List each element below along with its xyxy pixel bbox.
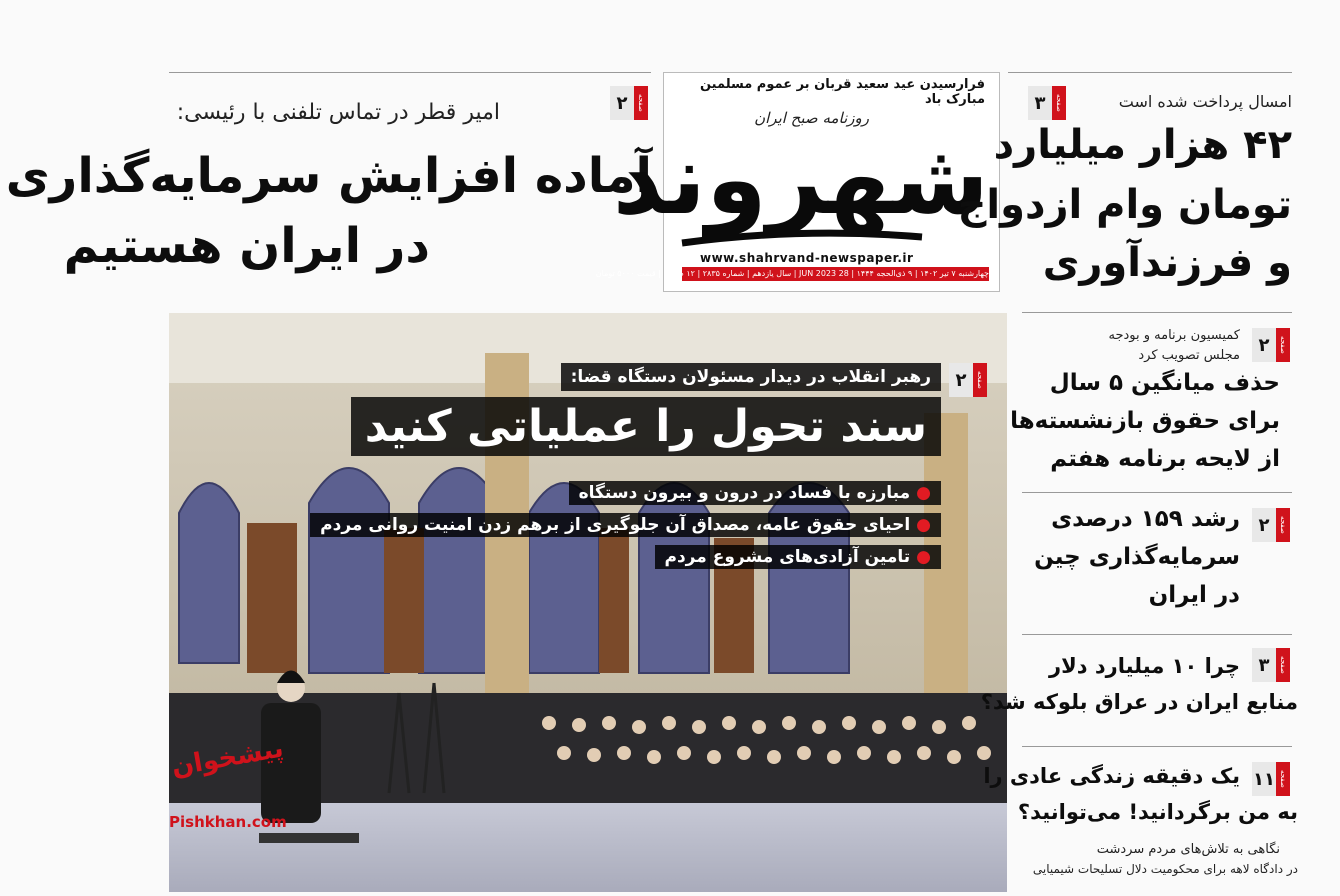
page-label: صفحه: [1052, 86, 1066, 120]
page-tag: [1028, 86, 1066, 120]
sidebar-subline: نگاهی به تلاش‌های مردم سردشت: [1096, 842, 1280, 857]
page-tag: [1252, 648, 1290, 682]
masthead-subtitle: روزنامه صبح ایران: [754, 109, 869, 127]
main-bullet-text: احیای حقوق عامه، مصداق آن جلوگیری از برهم زدن امنیت روانی مردم: [320, 515, 911, 535]
sidebar-kicker: مجلس تصویب کرد: [1138, 348, 1240, 363]
sidebar-headline-line: برای حقوق بازنشسته‌ها: [1010, 408, 1280, 434]
page-number: ۲: [610, 86, 634, 120]
masthead: [595, 72, 1000, 292]
main-bullet: ●احیای حقوق عامه، مصداق آن جلوگیری از برهم زدن امنیت روانی مردم: [310, 513, 941, 537]
main-bullet-text: تامین آزادی‌های مشروع مردم: [664, 547, 911, 567]
watermark-brand: پیشخوان: [169, 733, 286, 783]
page-number: ۲: [1252, 328, 1276, 362]
page-tag: [610, 86, 648, 120]
sidebar-headline-line: سرمایه‌گذاری چین: [1034, 544, 1240, 570]
sidebar-headline-line: حذف میانگین ۵ سال: [1049, 370, 1280, 396]
top-rule-left: [169, 72, 651, 73]
page-label: صفحه: [1276, 508, 1290, 542]
page-label: صفحه: [1276, 648, 1290, 682]
top-rule-right: [1008, 72, 1292, 73]
page-tag: [1252, 762, 1290, 796]
page-number: ۱۱: [1252, 762, 1276, 796]
watermark-url: Pishkhan.com: [169, 813, 287, 831]
main-headline: سند تحول را عملیاتی کنید: [351, 397, 941, 456]
masthead-date-bar: چهارشنبه ۷ تیر ۱۴۰۲ | ۹ ذی‌الحجه ۱۴۴۴ | 28 JUN 2023 | سال یازدهم | شماره ۲۸۳۵ | ۱۲ صفحه | قیمت ۵۰۰۰ تومان: [682, 267, 989, 281]
sidebar-rule: [1022, 746, 1292, 747]
page-label: صفحه: [973, 363, 987, 397]
main-bullet-text: مبارزه با فساد در درون و بیرون دستگاه: [578, 483, 911, 503]
main-photo: [169, 313, 1007, 892]
right-top-headline-2: تومان وام ازدواج: [957, 182, 1292, 228]
logo-swash: [682, 223, 922, 249]
page-label: صفحه: [1276, 762, 1290, 796]
right-top-headline-3: و فرزندآوری: [1042, 240, 1292, 286]
sidebar-headline-line: یک دقیقه زندگی عادی را: [983, 764, 1240, 788]
left-top-headline-1: آماده افزایش سرمایه‌گذاری: [5, 148, 652, 204]
masthead-slogan: فرارسیدن عید سعید قربان بر عموم مسلمین مبارک باد: [699, 77, 985, 107]
page-number: ۳: [1028, 86, 1052, 120]
sidebar-headline-line: چرا ۱۰ میلیارد دلار: [1049, 654, 1240, 678]
sidebar-subline: در دادگاه لاهه برای محکومیت دلال تسلیحات شیمیایی: [1032, 862, 1298, 876]
page-tag: [949, 363, 987, 397]
page-tag: [1252, 328, 1290, 362]
right-top-kicker: امسال پرداخت شده است: [1118, 92, 1292, 111]
page-tag: [1252, 508, 1290, 542]
left-top-headline-2: در ایران هستیم: [63, 218, 430, 274]
page-number: ۲: [949, 363, 973, 397]
left-top-kicker: امیر قطر در تماس تلفنی با رئیسی:: [176, 100, 500, 125]
sidebar-headline-line: رشد ۱۵۹ درصدی: [1051, 506, 1240, 532]
sidebar-rule: [1022, 634, 1292, 635]
sidebar-headline-line: منابع ایران در عراق بلوکه شد؟: [980, 690, 1298, 714]
main-kicker: رهبر انقلاب در دیدار مسئولان دستگاه قضا:: [561, 363, 941, 391]
main-bullet: ●تامین آزادی‌های مشروع مردم: [655, 545, 942, 569]
sidebar-headline-line: در ایران: [1148, 582, 1240, 608]
sidebar-headline-line: از لایحه برنامه هفتم: [1050, 446, 1280, 472]
page-label: صفحه: [1276, 328, 1290, 362]
sidebar-headline-line: به من برگردانید! می‌توانید؟: [1017, 800, 1298, 824]
right-top-headline-1: ۴۲ هزار میلیارد: [993, 122, 1292, 168]
page-number: ۳: [1252, 648, 1276, 682]
masthead-url: www.shahrvand-newspaper.ir: [700, 251, 914, 265]
main-bullet: ●مبارزه با فساد در درون و بیرون دستگاه: [569, 481, 941, 505]
sidebar-kicker: کمیسیون برنامه و بودجه: [1108, 328, 1240, 343]
sidebar-rule: [1022, 312, 1292, 313]
masthead-logo: شهروند: [612, 123, 989, 237]
page-number: ۲: [1252, 508, 1276, 542]
page-label: صفحه: [634, 86, 648, 120]
sidebar-rule: [1022, 492, 1292, 493]
